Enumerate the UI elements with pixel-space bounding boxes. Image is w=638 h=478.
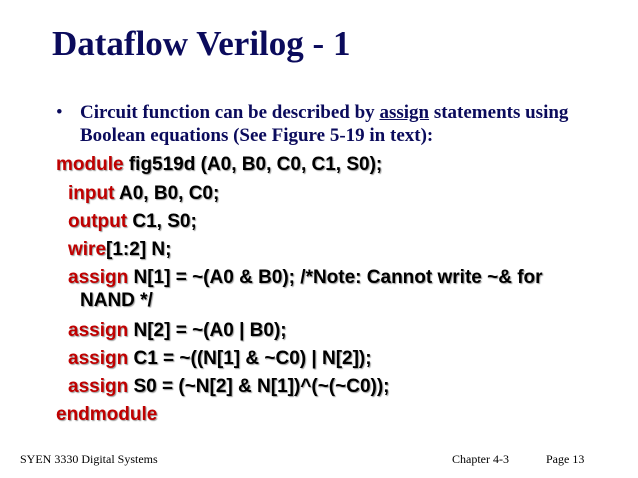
code-line-assign-3 xyxy=(68,348,372,370)
keyword-wire: wire xyxy=(68,239,107,260)
keyword-module: module xyxy=(56,154,124,175)
keyword-endmodule: endmodule xyxy=(56,404,158,425)
code-line-assign-4 xyxy=(68,376,390,398)
assign-1-expression: N[1] = ~(A0 & B0); /*Note: Cannot write ~& for xyxy=(128,267,543,288)
footer-chapter: Chapter 4-3 xyxy=(452,452,509,466)
bullet-text-suffix: statements using Boolean equations (See Figure 5-19 in text): xyxy=(80,102,569,146)
input-declaration: A0, B0, C0; xyxy=(114,183,220,204)
assign-4-expression: S0 = (~N[2] & N[1])^(~(~C0)); xyxy=(128,376,390,397)
code-line-output xyxy=(68,211,197,233)
output-declaration: C1, S0; xyxy=(127,211,197,232)
assign-2-expression: N[2] = ~(A0 | B0); xyxy=(128,320,287,341)
footer-course: SYEN 3330 Digital Systems xyxy=(20,452,158,466)
keyword-assign: assign xyxy=(68,267,129,288)
keyword-output: output xyxy=(68,211,128,232)
bullet-keyword-assign: assign xyxy=(379,102,430,123)
code-line-wire xyxy=(68,239,171,261)
slide-title: Dataflow Verilog - 1 xyxy=(52,24,351,63)
code-line-assign-2 xyxy=(68,320,287,342)
keyword-assign: assign xyxy=(68,376,129,397)
module-declaration: fig519d (A0, B0, C0, C1, S0); xyxy=(123,154,383,175)
code-line-endmodule xyxy=(56,404,157,426)
bullet-text-prefix: Circuit function can be described by xyxy=(80,102,380,123)
keyword-input: input xyxy=(68,183,115,204)
code-line-input xyxy=(68,183,219,205)
bullet-marker: • xyxy=(56,102,63,123)
bullet-text xyxy=(80,101,616,147)
footer-page-number: Page 13 xyxy=(546,452,585,466)
assign-3-expression: C1 = ~((N[1] & ~C0) | N[2]); xyxy=(128,348,372,369)
code-line-module xyxy=(56,154,382,176)
assign-1-comment-end: NAND */ xyxy=(80,290,153,311)
keyword-assign: assign xyxy=(68,320,129,341)
wire-declaration: [1:2] N; xyxy=(106,239,172,260)
code-line-assign-1-continued xyxy=(80,290,153,312)
keyword-assign: assign xyxy=(68,348,129,369)
code-line-assign-1 xyxy=(68,267,543,289)
bullet-point xyxy=(56,101,616,147)
